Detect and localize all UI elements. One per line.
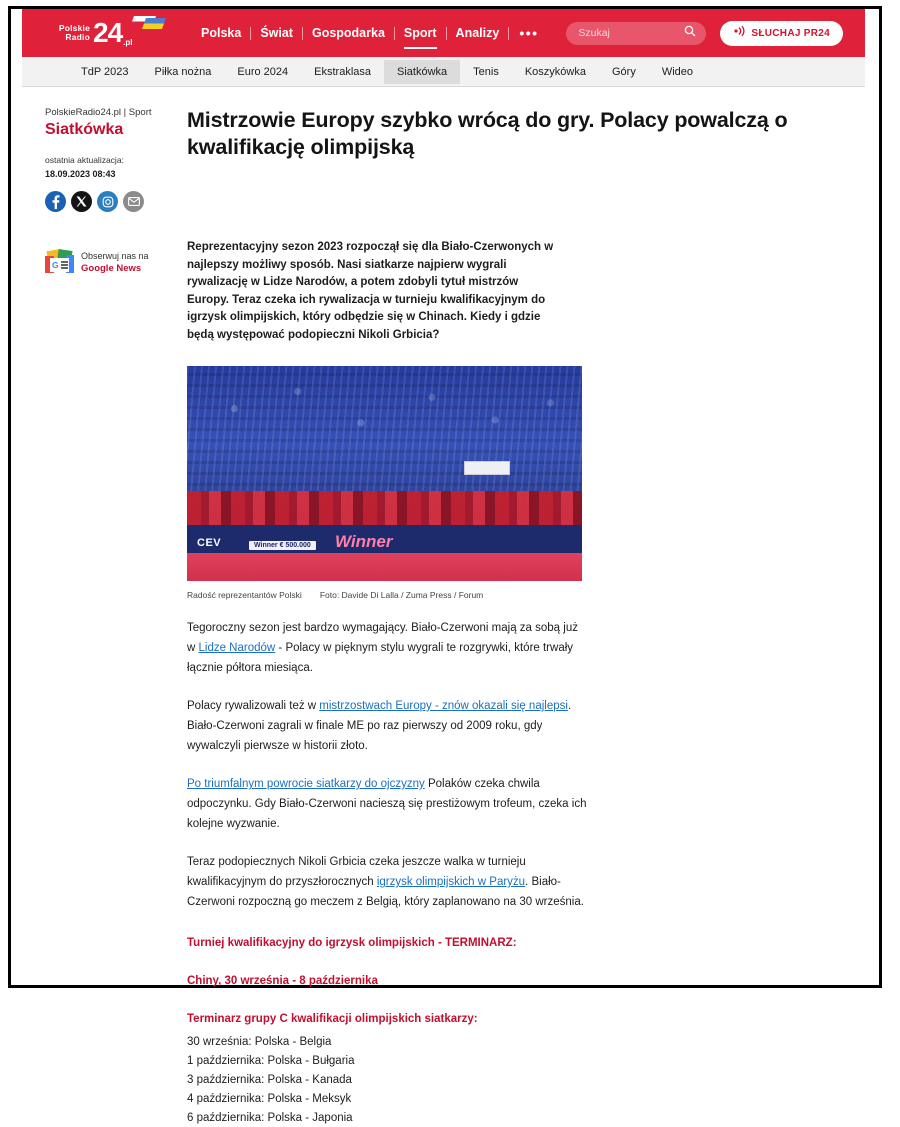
article-photo bbox=[187, 366, 582, 581]
social-share-group bbox=[45, 191, 172, 212]
schedule-match-row: 6 października: Polska - Japonia bbox=[187, 1112, 353, 1124]
gn-text-lines bbox=[61, 261, 68, 269]
logo-tld: .pl bbox=[123, 38, 133, 47]
paragraph-text: . Biało-Czerwoni zagrali w finale ME po raz pierwszy od 2009 roku, gdy wywalczyli pierwsze w historii złoto. bbox=[187, 700, 572, 752]
site-header bbox=[22, 9, 865, 57]
nav-item-gospodarka[interactable]: Gospodarka bbox=[311, 26, 385, 40]
subnav-item-koszykowka[interactable]: Koszykówka bbox=[524, 65, 586, 78]
paragraph-text: - Polacy w pięknym stylu wygrali te rozgrywki, które trwały łącznie półtora miesiąca. bbox=[187, 642, 574, 674]
instagram-share-icon[interactable] bbox=[97, 191, 118, 212]
schedule-heading-group: Terminarz grupy C kwalifikacji olimpijskich siatkarzy: bbox=[187, 1013, 478, 1025]
paragraph-text: Tegoroczny sezon jest bardzo wymagający. Biało-Czerwoni mają za sobą już w bbox=[187, 622, 578, 654]
paragraph-text: Polaków czeka chwila odpoczynku. Gdy Biało-Czerwoni nacieszą się prestiżowym trofeum, czeka ich kolejne wyzwanie. bbox=[187, 778, 587, 830]
subnav-item-tenis[interactable]: Tenis bbox=[473, 65, 499, 78]
google-news-line-2: Google News bbox=[81, 263, 142, 274]
nav-item-polska[interactable]: Polska bbox=[201, 26, 242, 40]
email-share-icon[interactable] bbox=[123, 191, 144, 212]
site-container bbox=[22, 9, 865, 1124]
subnav-item-tdp-2023[interactable]: TdP 2023 bbox=[81, 65, 129, 78]
link-igrzyska-paryz[interactable]: igrzysk olimpijskich w Paryżu bbox=[376, 876, 526, 888]
category-title: Siatkówka bbox=[45, 121, 124, 138]
photo-caption bbox=[187, 590, 830, 600]
photo-court-floor bbox=[187, 553, 582, 581]
article-headline: Mistrzowie Europy szybko wrócą do gry. Polacy powalczą o kwalifikację olimpijską bbox=[187, 108, 788, 159]
schedule-match-row: 4 października: Polska - Meksyk bbox=[187, 1093, 352, 1105]
gn-white-page bbox=[50, 258, 69, 272]
article-sidebar bbox=[22, 107, 172, 1127]
logo-wordmark bbox=[56, 24, 90, 43]
nav-item-analizy[interactable]: Analizy bbox=[455, 26, 500, 40]
search-box[interactable] bbox=[566, 22, 706, 45]
breadcrumb[interactable]: PolskieRadio24.pl | Sport bbox=[45, 107, 152, 118]
paragraph-text: Polacy rywalizowali też w bbox=[187, 700, 320, 712]
article-paragraph-2 bbox=[187, 696, 587, 756]
subnav-item-euro-2024[interactable]: Euro 2024 bbox=[237, 65, 289, 78]
page-content bbox=[22, 87, 865, 1127]
search-icon[interactable] bbox=[684, 24, 696, 42]
listen-live-label: SŁUCHAJ PR24 bbox=[751, 27, 830, 39]
subnav-item-pilka-nozna[interactable]: Piłka nożna bbox=[154, 65, 212, 78]
schedule-heading-location: Chiny, 30 września - 8 października bbox=[187, 975, 378, 987]
last-updated-label: ostatnia aktualizacja: bbox=[45, 155, 124, 165]
caption-text: Radość reprezentantów Polski bbox=[187, 590, 302, 600]
article-body bbox=[172, 107, 865, 1127]
facebook-share-icon[interactable] bbox=[45, 191, 66, 212]
photo-crowd bbox=[187, 366, 582, 508]
photo-winner-text: Winner bbox=[335, 531, 393, 551]
flag-ribbons-icon bbox=[132, 15, 162, 31]
paragraph-text: Teraz podopiecznych Nikoli Grbicia czeka jeszcze walka w turnieju kwalifikacyjnym do przyszłorocznych bbox=[187, 856, 526, 888]
nav-item-sport[interactable]: Sport bbox=[395, 26, 446, 40]
photo-cev-logo: CEV bbox=[197, 536, 222, 549]
link-triumfalny-powrot[interactable]: Po triumfalnym powrocie siatkarzy do ojczyzny bbox=[187, 778, 425, 790]
photo-fan-sign bbox=[464, 461, 510, 475]
broadcast-icon bbox=[733, 24, 746, 42]
logo-number: 24 bbox=[93, 17, 123, 48]
subnav-item-ekstraklasa[interactable]: Ekstraklasa bbox=[314, 65, 372, 78]
photo-prize-chip: Winner € 500.000 bbox=[249, 541, 316, 550]
subnav-item-wideo[interactable]: Wideo bbox=[661, 65, 694, 78]
article-paragraph-4 bbox=[187, 852, 587, 912]
nav-item-swiat[interactable]: Świat bbox=[260, 26, 293, 40]
nav-more-icon[interactable]: ••• bbox=[519, 25, 539, 41]
sport-subnavigation bbox=[22, 57, 865, 87]
caption-credit: Foto: Davide Di Lalla / Zuma Press / Forum bbox=[319, 590, 484, 600]
x-share-icon[interactable] bbox=[71, 191, 92, 212]
logo-line-2: Radio bbox=[65, 32, 90, 42]
article-paragraph-1 bbox=[187, 618, 587, 678]
paragraph-text: . Biało-Czerwoni rozpoczną go meczem z Belgią, który zaplanowano na 30 września. bbox=[187, 876, 584, 908]
listen-live-button[interactable] bbox=[720, 21, 843, 46]
schedule-match-row: 30 września: Polska - Belgia bbox=[187, 1036, 332, 1048]
gn-letter: G bbox=[52, 260, 59, 270]
google-news-text bbox=[81, 251, 149, 274]
subnav-item-siatkowka[interactable]: Siatkówka bbox=[384, 60, 460, 84]
ukraine-flag-icon bbox=[142, 18, 166, 29]
schedule-match-row: 1 października: Polska - Bułgaria bbox=[187, 1055, 355, 1067]
browser-page-frame bbox=[8, 6, 882, 1124]
article-lead: Reprezentacyjny sezon 2023 rozpoczął się dla Biało-Czerwonych w najlepszy możliwy sposób. Nasi siatkarze najpierw wygrali rywalizację w Lidze Narodów, a potem zdobyli tytuł mistrzów Europy. Teraz czeka ich rywalizacja w turnieju kwalifikacyjnym do igrzysk olimpijskich, który odbędzie się w Chinach. Kiedy i gdzie będą występować podopieczni Nikoli Grbicia? bbox=[187, 241, 554, 341]
google-news-icon bbox=[45, 250, 74, 275]
header-actions bbox=[566, 21, 843, 46]
google-news-follow[interactable] bbox=[45, 250, 172, 275]
primary-navigation bbox=[192, 9, 549, 57]
link-mistrzostwa-europy[interactable]: mistrzostwach Europy - znów okazali się najlepsi bbox=[319, 700, 568, 712]
logo-line-1: Polskie bbox=[58, 22, 90, 33]
link-liga-narodow[interactable]: Lidze Narodów bbox=[198, 642, 276, 654]
google-news-line-1: Obserwuj nas na bbox=[81, 251, 149, 261]
search-input[interactable] bbox=[576, 26, 682, 40]
last-updated-value: 18.09.2023 08:43 bbox=[45, 169, 116, 179]
schedule-match-row: 3 października: Polska - Kanada bbox=[187, 1074, 352, 1086]
schedule-heading-tournament: Turniej kwalifikacyjny do igrzysk olimpijskich - TERMINARZ: bbox=[187, 937, 517, 949]
article-paragraph-3 bbox=[187, 774, 587, 834]
subnav-item-gory[interactable]: Góry bbox=[611, 65, 636, 78]
site-logo[interactable] bbox=[56, 13, 158, 53]
